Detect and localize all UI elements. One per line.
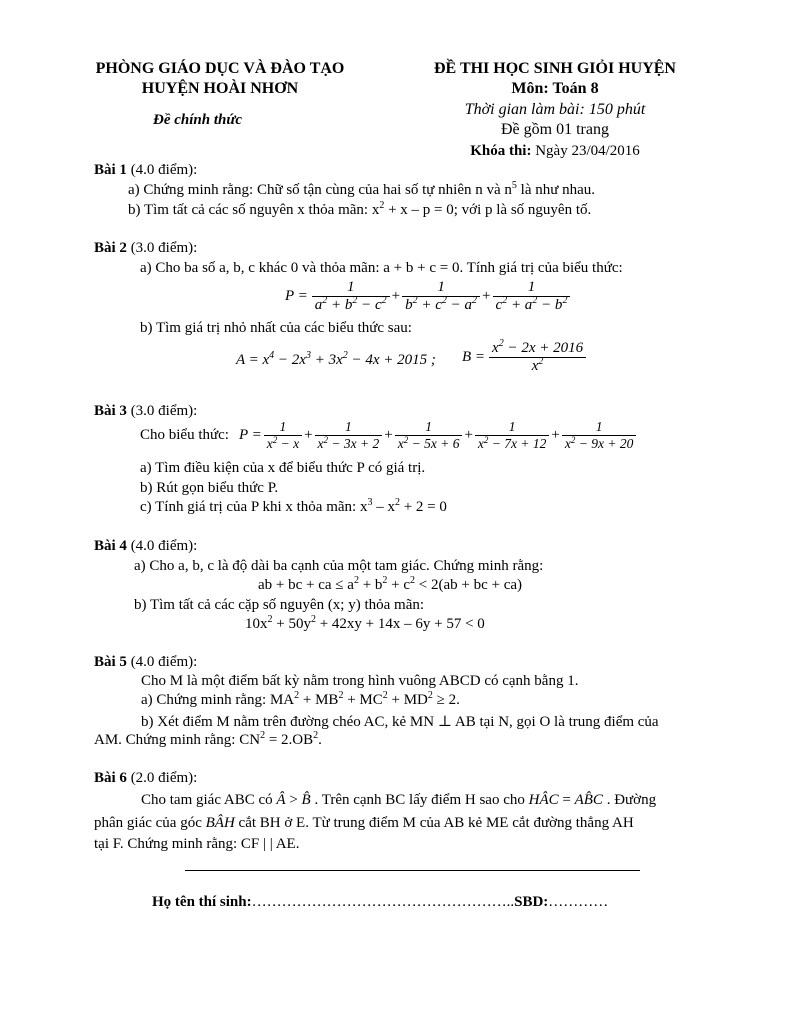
problem-3c-mid: – x [372, 499, 395, 515]
problem-6-points: (2.0 điểm): [126, 770, 198, 786]
page-count: Đề gồm 01 trang [501, 121, 609, 138]
problem-3-title: Bài 3 [94, 403, 127, 419]
fraction-2 [402, 279, 480, 314]
plus-sign: + [391, 288, 401, 304]
expression-p [285, 279, 570, 314]
problem-3c [140, 499, 447, 516]
candidate-name-blank: …………………………………………….. [251, 894, 515, 910]
fraction-3-num: 1 [527, 279, 536, 295]
separator-line [185, 870, 640, 871]
problem-1b-text: b) Tìm tất cả các số nguyên x thỏa mãn: x [128, 202, 380, 218]
problem-6-line3: tại F. Chứng minh rằng: CF | | AE. [94, 836, 300, 852]
plus-sign: + [464, 427, 473, 443]
fraction-den: $x^2 - x$ [264, 435, 302, 452]
department-name: PHÒNG GIÁO DỤC VÀ ĐÀO TẠO [95, 60, 345, 77]
problem-1b-exponent: 2 [379, 200, 385, 211]
fraction-1-num: 1 [346, 279, 355, 295]
fraction-den: $x^2 - 3x + 2$ [315, 435, 383, 452]
problem-5-intro: Cho M là một điểm bất kỳ nằm trong hình vuông ABCD có cạnh bằng 1. [141, 673, 579, 689]
fraction-2-den: $b^2 + c^2 - a^2$ [402, 296, 480, 314]
plus-sign: + [551, 427, 560, 443]
problem-2-heading [94, 240, 197, 257]
problem-6-title: Bài 6 [94, 770, 127, 786]
exponent: 2 [394, 497, 400, 508]
expression-b [462, 340, 586, 375]
expression-p3 [140, 419, 636, 452]
fraction-num: 1 [345, 419, 352, 434]
problem-3-intro: Cho biểu thức: [140, 427, 229, 443]
problem-3-points: (3.0 điểm): [126, 403, 198, 419]
fraction-2-num: 1 [437, 279, 445, 295]
problem-5-points: (4.0 điểm): [126, 654, 198, 670]
sbd-blank: ………… [548, 894, 609, 910]
candidate-name-label: Họ tên thí sinh: [152, 894, 252, 910]
problem-5-title: Bài 5 [94, 654, 127, 670]
district-name: HUYỆN HOÀI NHƠN [141, 80, 299, 97]
sbd-label: SBD: [514, 894, 549, 910]
problem-2-points: (3.0 điểm): [126, 240, 198, 256]
fraction-den: $x^2 - 9x + 20$ [562, 435, 636, 452]
problem-6-heading [94, 770, 197, 787]
fraction-1-den: $a^2 + b^2 - c^2$ [312, 296, 390, 314]
problem-4-title: Bài 4 [94, 538, 127, 554]
fraction-num: 1 [595, 419, 603, 434]
fraction-b-num: $x^2 - 2x + 2016$ [492, 338, 584, 356]
b-label: B = [462, 349, 486, 365]
fraction-3 [493, 279, 571, 314]
fraction-den: $x^2 - 5x + 6$ [395, 435, 463, 452]
subject: Môn: Toán 8 [511, 80, 599, 97]
problem-1-title: Bài 1 [94, 162, 127, 178]
fraction-num: 1 [425, 419, 432, 434]
problem-3-heading [94, 403, 197, 420]
problem-4b: b) Tìm tất cả các cặp số nguyên (x; y) thỏa mãn: [134, 597, 425, 613]
problem-1-heading [94, 162, 197, 179]
fraction-b [489, 340, 586, 375]
problem-1a-tail: là như nhau. [516, 182, 596, 198]
problem-1b-tail: + x – p = 0; với p là số nguyên tố. [384, 202, 592, 218]
problem-2b: b) Tìm giá trị nhỏ nhất của các biểu thức sau: [140, 320, 412, 336]
p-label: P = [285, 288, 308, 304]
fraction-1 [312, 279, 390, 314]
exponent: 3 [367, 497, 373, 508]
exam-title: ĐỀ THI HỌC SINH GIỎI HUYỆN [434, 60, 676, 77]
fraction-p3-5 [562, 419, 636, 452]
problem-4a: a) Cho a, b, c là độ dài ba cạnh của một tam giác. Chứng minh rằng: [134, 558, 544, 574]
exam-date [400, 143, 710, 160]
plus-sign: + [384, 427, 393, 443]
problem-1a-text: a) Chứng minh rằng: Chữ số tận cùng của hai số tự nhiên n và n [128, 182, 512, 198]
problem-3b: b) Rút gọn biểu thức P. [140, 480, 279, 496]
problem-6-line2: phân giác của góc BÂH cắt BH ở E. Từ trung điểm M của AB kẻ ME cắt đường thẳng AH [94, 815, 634, 831]
problem-3c-text: c) Tính giá trị của P khi x thỏa mãn: x [140, 499, 368, 515]
problem-5b-line2: AM. Chứng minh rằng: $CN^2 = 2.OB^2$. [94, 730, 322, 748]
candidate-info [152, 894, 608, 911]
problem-5-heading [94, 654, 197, 671]
fraction-num: 1 [279, 419, 287, 434]
inequality-4b: $10x^2 + 50y^2 + 42xy + 14x - 6y + 57 < 0$ [245, 614, 485, 632]
problem-2-title: Bài 2 [94, 240, 127, 256]
problem-4-heading [94, 538, 197, 555]
problem-1a [128, 182, 595, 199]
fraction-den: $x^2 - 7x + 12$ [475, 435, 549, 452]
fraction-num: 1 [508, 419, 516, 434]
problem-5b-line1: b) Xét điểm M nằm trên đường chéo AC, kẻ MN ⊥ AB tại N, gọi O là trung điểm của [141, 714, 659, 730]
problem-1-points: (4.0 điểm): [126, 162, 198, 178]
problem-1b [128, 202, 591, 219]
problem-3c-tail: + 2 = 0 [399, 499, 447, 515]
problem-3a: a) Tìm điều kiện của x để biểu thức P có giá trị. [140, 460, 426, 476]
date-label: Khóa thi: [470, 143, 532, 159]
fraction-3-den: $c^2 + a^2 - b^2$ [493, 296, 571, 314]
expression-a: $A = x^4 - 2x^3 + 3x^2 - 4x + 2015$ ; [236, 350, 436, 368]
fraction-p3-1 [264, 419, 302, 452]
fraction-p3-3 [395, 419, 463, 452]
plus-sign: + [482, 288, 491, 304]
inequality-4a: ab + bc + ca ≤ $a^2 + b^2 + c^2 < 2(ab$ + bc + ca) [258, 575, 523, 593]
problem-2a: a) Cho ba số a, b, c khác 0 và thỏa mãn: a + b + c = 0. Tính giá trị của biểu thức: [140, 260, 623, 276]
problem-6-line1: Cho tam giác ABC có Â > B̂ . Trên cạnh BC lấy điểm H sao cho HÂC = AB̂C . Đường [141, 792, 657, 808]
problem-5a: a) Chứng minh rằng: $MA^2 + MB^2 + MC^2 + MD^2 \ge 2$. [141, 690, 460, 708]
problem-4-points: (4.0 điểm): [126, 538, 198, 554]
date-value: Ngày 23/04/2016 [531, 143, 640, 159]
duration: Thời gian làm bài: 150 phút [464, 101, 646, 118]
fraction-p3-4 [475, 419, 549, 452]
problem-1a-exponent: 5 [511, 180, 517, 191]
official-label: Đề chính thức [153, 112, 242, 128]
p3-label: P = [238, 427, 262, 443]
fraction-b-den: $x^2$ [489, 357, 586, 375]
fraction-p3-2 [315, 419, 383, 452]
plus-sign: + [304, 427, 313, 443]
